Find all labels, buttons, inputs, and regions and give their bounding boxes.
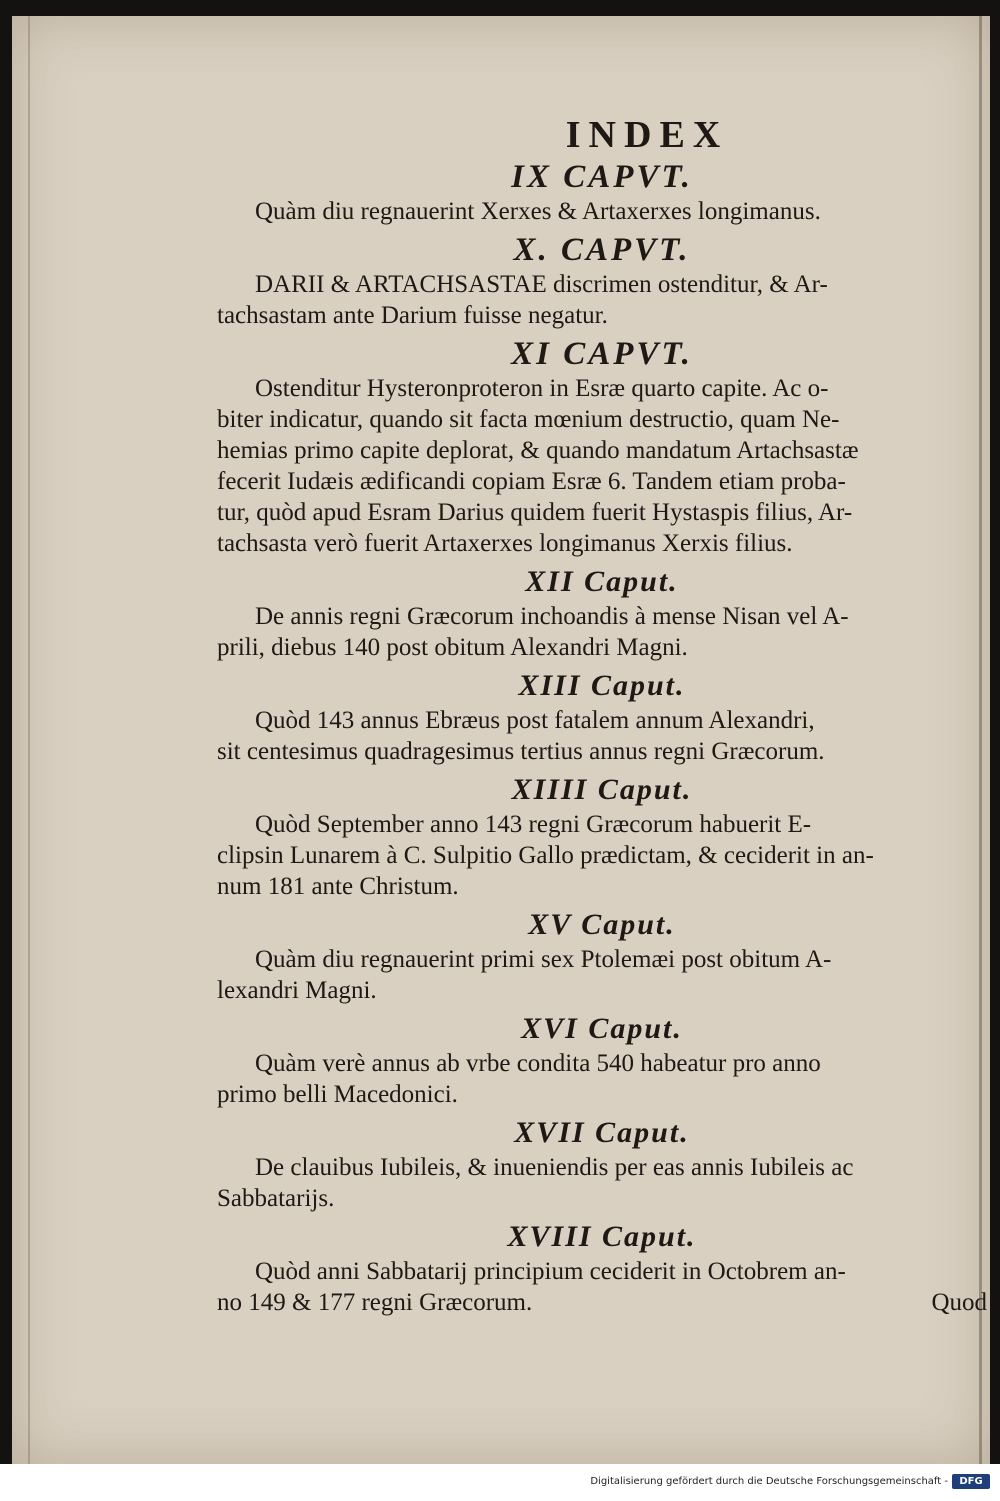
- running-head: INDEX: [565, 114, 729, 156]
- chapter-heading: XI CAPVT.: [511, 336, 693, 372]
- summary-line: primo belli Macedonici.: [217, 1081, 458, 1108]
- summary-line: De clauibus Iubileis, & inueniendis per eas annis Iubileis ac: [255, 1154, 854, 1181]
- chapter-summary: [217, 944, 987, 1006]
- summary-line: hemias primo capite deplorat, & quando mandatum Artachsastæ: [217, 437, 859, 464]
- summary-line: biter indicatur, quando sit facta mœnium destructio, quam Ne-: [217, 406, 840, 433]
- summary-line: clipsin Lunarem à C. Sulpitio Gallo prædictam, & ceciderit in an-: [217, 842, 874, 869]
- summary-line: tachsasta verò fuerit Artaxerxes longimanus Xerxis filius.: [217, 530, 793, 557]
- chapter-heading: XV Caput.: [528, 908, 676, 941]
- chapter-heading: XII Caput.: [525, 565, 679, 598]
- chapter-summary: [217, 705, 987, 767]
- summary-line: Ostenditur Hysteronproteron in Esræ quarto capite. Ac o-: [255, 375, 829, 402]
- chapter-summary: [217, 601, 987, 663]
- chapter-summary: [217, 809, 987, 902]
- chapter-summary: [217, 373, 987, 559]
- summary-line: Sabbatarijs.: [217, 1185, 335, 1212]
- catchword: Quod: [931, 1289, 987, 1316]
- chapter-summary: [217, 1256, 987, 1318]
- funding-credit: Digitalisierung gefördert durch die Deutsche Forschungsgemeinschaft -: [590, 1476, 948, 1487]
- book-page: [12, 16, 990, 1464]
- chapter-heading: IX CAPVT.: [511, 159, 693, 195]
- footer-bar: [0, 1464, 1000, 1501]
- chapter-heading: XIII Caput.: [518, 669, 686, 702]
- summary-line: Quòd anni Sabbatarij principium ceciderit in Octobrem an-: [255, 1258, 846, 1285]
- summary-line: prili, diebus 140 post obitum Alexandri Magni.: [217, 634, 688, 661]
- chapter-summary: [217, 196, 987, 227]
- dfg-logo-icon: DFG: [952, 1474, 990, 1489]
- summary-line: tur, quòd apud Esram Darius quidem fuerit Hystaspis filius, Ar-: [217, 499, 853, 526]
- chapter-summary: [217, 1048, 987, 1110]
- summary-line: Quàm diu regnauerint Xerxes & Artaxerxes longimanus.: [255, 198, 821, 225]
- chapter-heading: XVII Caput.: [514, 1116, 690, 1149]
- chapter-summary: [217, 1152, 987, 1214]
- chapter-heading: XVI Caput.: [521, 1012, 683, 1045]
- chapter-summary: [217, 269, 987, 331]
- summary-line: sit centesimus quadragesimus tertius annus regni Græcorum.: [217, 738, 825, 765]
- page-text: [217, 114, 987, 1322]
- summary-line: lexandri Magni.: [217, 977, 377, 1004]
- summary-line: DARII & ARTACHSASTAE discrimen ostenditur, & Ar-: [255, 271, 828, 298]
- summary-line: num 181 ante Christum.: [217, 873, 459, 900]
- summary-line: Quòd September anno 143 regni Græcorum habuerit E-: [255, 811, 812, 838]
- summary-line-text: no 149 & 177 regni Græcorum.: [217, 1289, 533, 1316]
- summary-line: [217, 1287, 987, 1318]
- summary-line: Quàm diu regnauerint primi sex Ptolemæi post obitum A-: [255, 946, 832, 973]
- chapter-heading: XIIII Caput.: [511, 773, 693, 806]
- summary-line: fecerit Iudæis ædificandi copiam Esræ 6. Tandem etiam proba-: [217, 468, 846, 495]
- summary-line: Quàm verè annus ab vrbe condita 540 habeatur pro anno: [255, 1050, 821, 1077]
- summary-line: tachsastam ante Darium fuisse negatur.: [217, 302, 608, 329]
- chapter-heading: X. CAPVT.: [513, 232, 691, 268]
- chapter-heading: XVIII Caput.: [507, 1220, 697, 1253]
- summary-line: Quòd 143 annus Ebræus post fatalem annum Alexandri,: [255, 707, 815, 734]
- summary-line: De annis regni Græcorum inchoandis à mense Nisan vel A-: [255, 603, 849, 630]
